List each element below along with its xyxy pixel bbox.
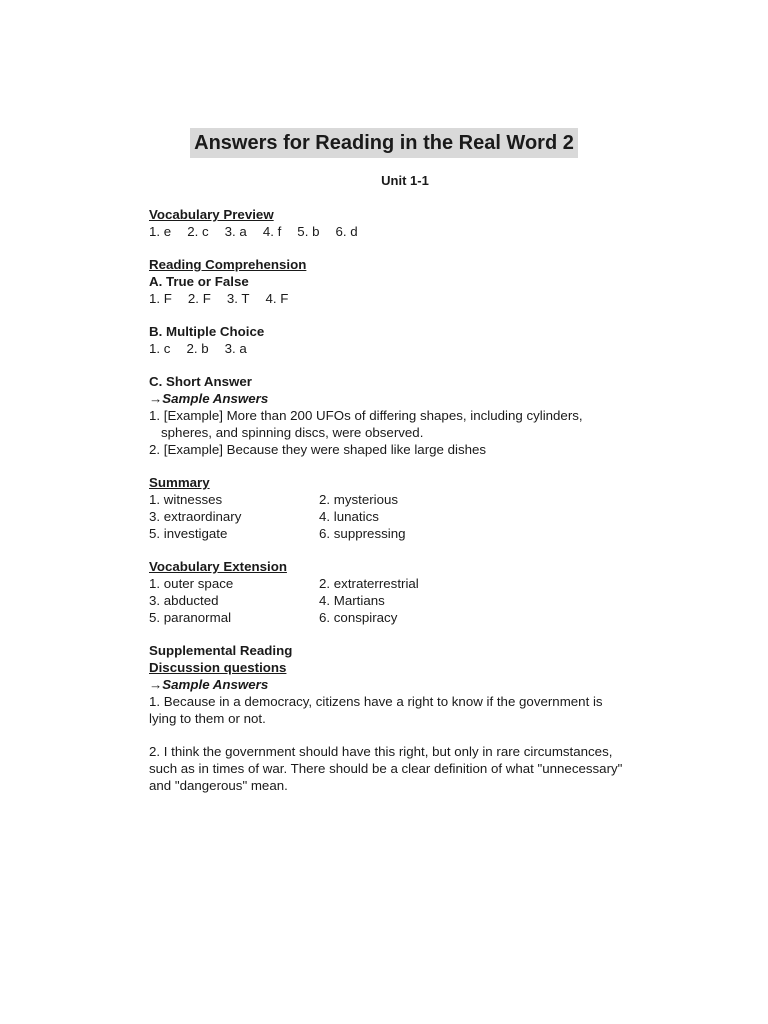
discussion-answer-2-end: and "dangerous" mean. bbox=[149, 778, 288, 793]
answer: 4. F bbox=[265, 291, 289, 306]
answer: 2. F bbox=[187, 291, 211, 306]
supplemental-heading: Supplemental Reading bbox=[149, 643, 293, 658]
tf-heading: A. True or False bbox=[149, 274, 249, 289]
answer: 5. b bbox=[297, 224, 320, 239]
answer: 2. c bbox=[187, 224, 209, 239]
list-item: 1. outer space bbox=[149, 576, 234, 591]
discussion-heading: Discussion questions bbox=[149, 660, 287, 675]
answer: 1. F bbox=[149, 291, 172, 306]
answers-content bbox=[149, 206, 689, 794]
sa-answer-1: 1. [Example] More than 200 UFOs of differing shapes, including cylinders, bbox=[149, 408, 583, 423]
vocab-preview-heading: Vocabulary Preview bbox=[149, 207, 274, 222]
answer: 1. e bbox=[149, 224, 172, 239]
mc-answers bbox=[149, 340, 689, 357]
list-item: 2. mysterious bbox=[319, 492, 399, 507]
summary-heading: Summary bbox=[149, 475, 210, 490]
tf-answers bbox=[149, 290, 689, 307]
answer: 2. b bbox=[186, 341, 209, 356]
list-item: 1. witnesses bbox=[149, 492, 223, 507]
discussion-answer-1: 1. Because in a democracy, citizens have a right to know if the government is bbox=[149, 694, 603, 709]
answer: 6. d bbox=[335, 224, 358, 239]
page-title: Answers for Reading in the Real Word 2 bbox=[190, 128, 578, 158]
list-item: 5. investigate bbox=[149, 526, 228, 541]
list-item: 6. suppressing bbox=[319, 526, 406, 541]
list-item: 5. paranormal bbox=[149, 610, 232, 625]
answer: 3. T bbox=[226, 291, 250, 306]
answer: 3. a bbox=[224, 341, 247, 356]
list-item: 3. extraordinary bbox=[149, 509, 242, 524]
list-item: 6. conspiracy bbox=[319, 610, 398, 625]
vocab-preview-answers bbox=[149, 223, 689, 240]
answer: 4. f bbox=[262, 224, 282, 239]
title-wrap bbox=[0, 128, 768, 158]
list-item: 2. extraterrestrial bbox=[319, 576, 419, 591]
list-item: 4. lunatics bbox=[319, 509, 379, 524]
answer: 3. a bbox=[224, 224, 247, 239]
sa-sample-label: →Sample Answers bbox=[149, 391, 269, 406]
answer: 1. c bbox=[149, 341, 171, 356]
supplemental-sample-label: →Sample Answers bbox=[149, 677, 269, 692]
sa-heading: C. Short Answer bbox=[149, 374, 252, 389]
unit-label: Unit 1-1 bbox=[381, 173, 429, 188]
sa-answer-2: 2. [Example] Because they were shaped like large dishes bbox=[149, 442, 487, 457]
mc-heading: B. Multiple Choice bbox=[149, 324, 265, 339]
summary-list bbox=[149, 491, 689, 542]
discussion-answer-1-cont: lying to them or not. bbox=[149, 711, 266, 726]
reading-comp-heading: Reading Comprehension bbox=[149, 257, 307, 272]
list-item: 3. abducted bbox=[149, 593, 219, 608]
discussion-answer-2: 2. I think the government should have this right, but only in rare circumstances, bbox=[149, 744, 613, 759]
vocab-ext-list bbox=[149, 575, 689, 626]
list-item: 4. Martians bbox=[319, 593, 385, 608]
discussion-answer-2-cont: such as in times of war. There should be a clear definition of what "unnecessary" bbox=[149, 761, 623, 776]
vocab-ext-heading: Vocabulary Extension bbox=[149, 559, 287, 574]
sa-answer-1-cont: spheres, and spinning discs, were observed. bbox=[161, 425, 424, 440]
